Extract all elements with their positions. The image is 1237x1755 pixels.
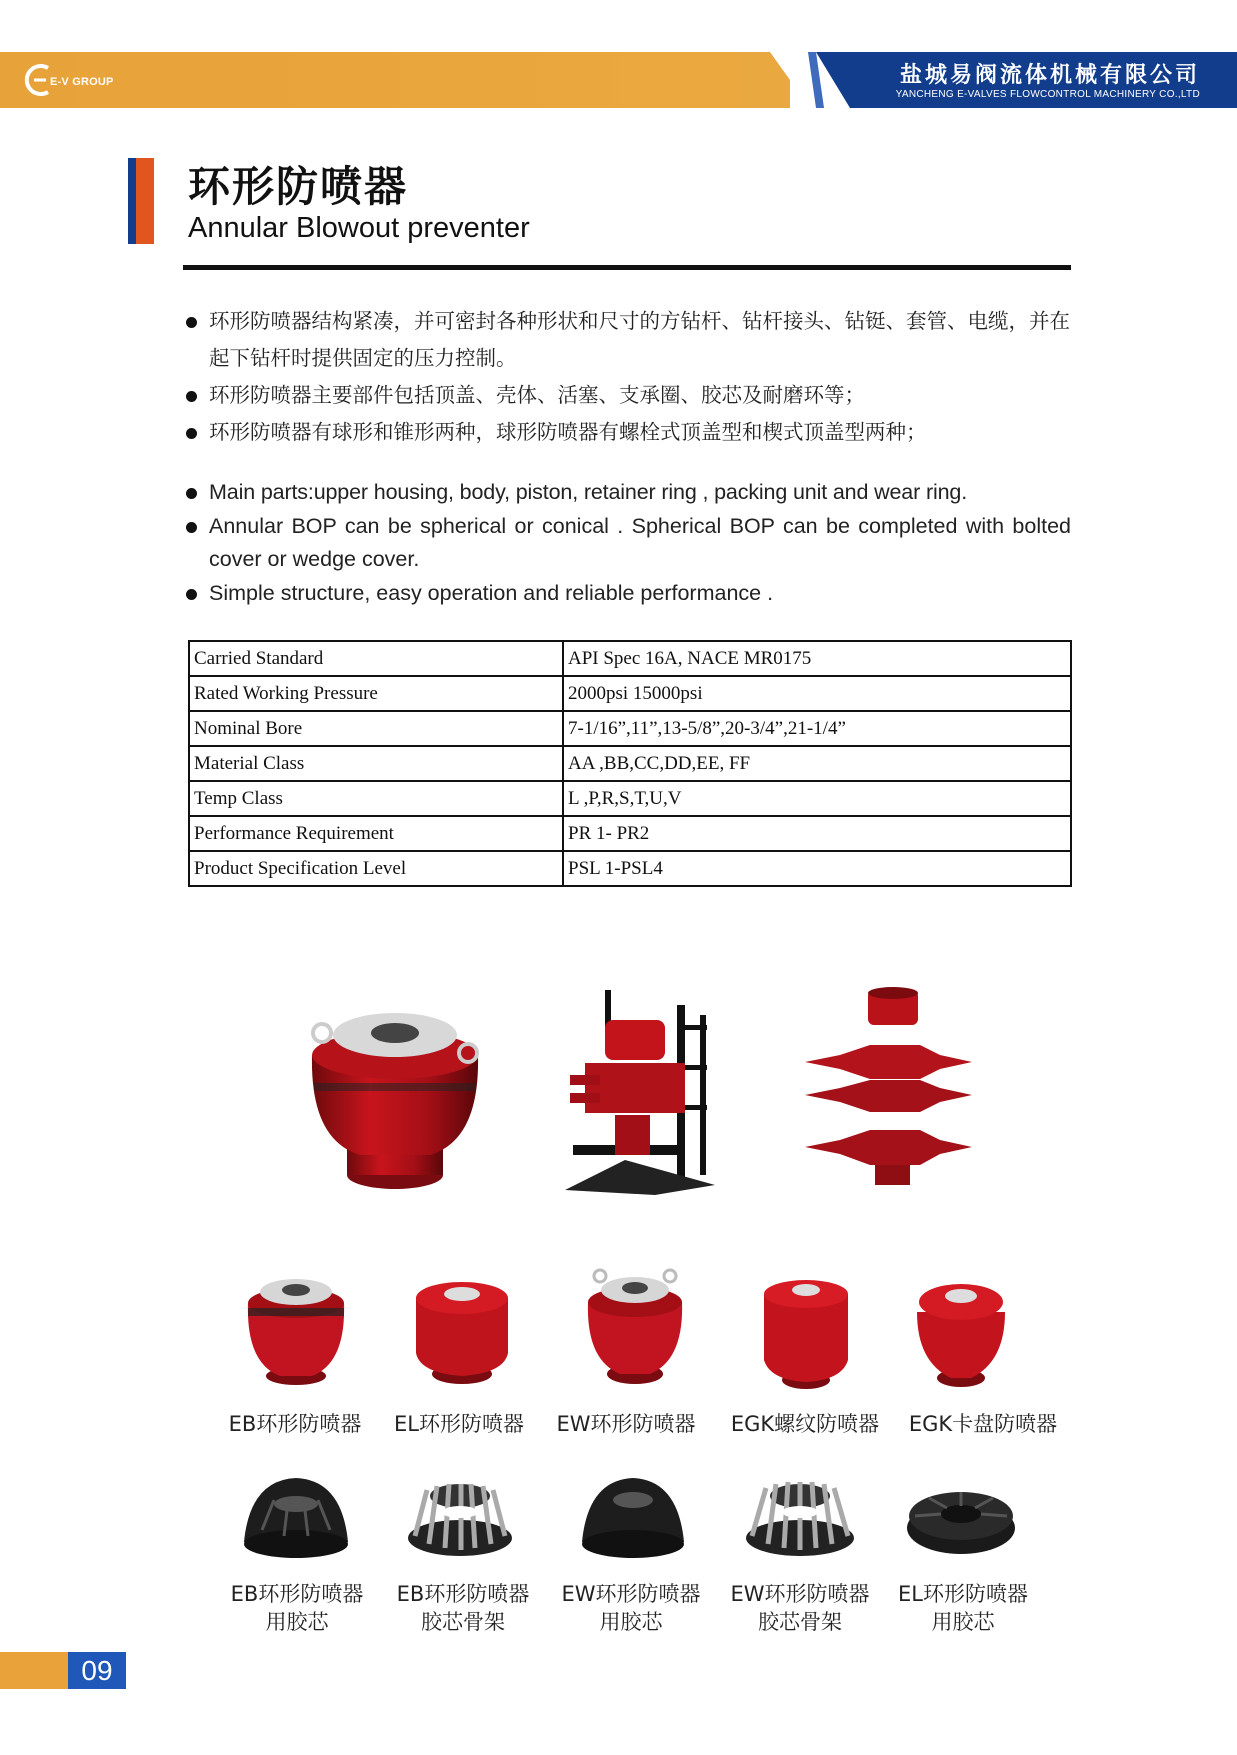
product-caption [546,1580,716,1636]
table-row [189,816,1071,851]
spec-key: Product Specification Level [189,851,563,886]
caption-line: EB环形防喷器 [396,1582,530,1606]
title-divider [183,265,1071,270]
company-name-cn: 盐城易阀流体机械有限公司 [899,63,1200,88]
table-row [189,641,1071,676]
bullet-cn: 环形防喷器结构紧凑，并可密封各种形状和尺寸的方钻杆、钻杆接头、钻铤、套管、电缆，并在起下钻杆时提供固定的压力控制。 [185,303,1085,377]
caption-line: EW环形防喷器 [561,1582,701,1606]
title-accent-blue [128,158,136,244]
eb-bop-image [240,1268,352,1386]
spec-value: L ,P,R,S,T,U,V [563,781,1071,816]
bullet-list-cn [185,303,1085,451]
spec-value: PSL 1-PSL4 [563,851,1071,886]
bullet-en: Annular BOP can be spherical or conical . Spherical BOP can be completed with bolted cover or wedge cover. [185,510,1071,577]
el-bop-image [410,1268,514,1386]
spec-key: Temp Class [189,781,563,816]
spec-table [188,640,1072,887]
product-caption: EGK螺纹防喷器 [730,1412,880,1436]
bullet-cn: 环形防喷器有球形和锥形两种，球形防喷器有螺栓式顶盖型和楔式顶盖型两种； [185,414,1085,451]
table-row [189,711,1071,746]
caption-line: EB环形防喷器 [230,1582,364,1606]
bop-exploded-view-image [800,985,975,1190]
table-row [189,746,1071,781]
spec-key: Carried Standard [189,641,563,676]
table-row [189,676,1071,711]
caption-line: 用胶芯 [599,1610,663,1634]
spec-value: 2000psi 15000psi [563,676,1071,711]
caption-line: 胶芯骨架 [421,1610,505,1634]
egk-thread-bop-image [758,1268,854,1392]
spec-value: PR 1- PR2 [563,816,1071,851]
product-caption [715,1580,885,1636]
caption-line: 用胶芯 [931,1610,995,1634]
el-packing-unit-image [905,1480,1017,1558]
product-caption: EW环形防喷器 [556,1412,696,1436]
eb-packing-frame-image [405,1468,515,1560]
spec-value: 7-1/16”,11”,13-5/8”,20-3/4”,21-1/4” [563,711,1071,746]
page-number: 09 [68,1652,126,1689]
page-title-en: Annular Blowout preventer [188,212,530,244]
table-row [189,851,1071,886]
table-row [189,781,1071,816]
caption-line: 胶芯骨架 [758,1610,842,1634]
caption-line: 用胶芯 [265,1610,329,1634]
caption-line: EW环形防喷器 [730,1582,870,1606]
bullet-en: Simple structure, easy operation and reliable performance . [185,577,1085,611]
ew-packing-unit-image [578,1470,688,1560]
product-caption: EB环形防喷器 [228,1412,362,1436]
bop-stack-frame-image [565,985,715,1195]
annular-bop-large-image [300,995,490,1195]
ew-bop-image [580,1262,690,1386]
spec-key: Rated Working Pressure [189,676,563,711]
product-caption [378,1580,548,1636]
ew-packing-frame-image [742,1466,858,1560]
product-caption: EGK卡盘防喷器 [908,1412,1058,1436]
product-caption: EL环形防喷器 [394,1412,524,1436]
page-title-cn: 环形防喷器 [188,162,409,211]
logo-text: E-V GROUP [50,76,114,88]
bullet-list-en [185,476,1085,610]
bullet-cn: 环形防喷器主要部件包括顶盖、壳体、活塞、支承圈、胶芯及耐磨环等； [185,377,1085,414]
spec-value: API Spec 16A, NACE MR0175 [563,641,1071,676]
spec-key: Nominal Bore [189,711,563,746]
product-caption [212,1580,382,1636]
eb-packing-unit-image [240,1470,352,1560]
title-accent-orange [136,158,154,244]
spec-value: AA ,BB,CC,DD,EE, FF [563,746,1071,781]
company-name-en: YANCHENG E-VALVES FLOWCONTROL MACHINERY CO.,LTD [895,89,1200,100]
product-caption [878,1580,1048,1636]
caption-line: EL环形防喷器 [898,1582,1028,1606]
page-number-accent [0,1652,68,1689]
spec-key: Material Class [189,746,563,781]
egk-chuck-bop-image [913,1272,1009,1390]
bullet-en: Main parts:upper housing, body, piston, retainer ring , packing unit and wear ring. [185,476,1085,510]
spec-key: Performance Requirement [189,816,563,851]
